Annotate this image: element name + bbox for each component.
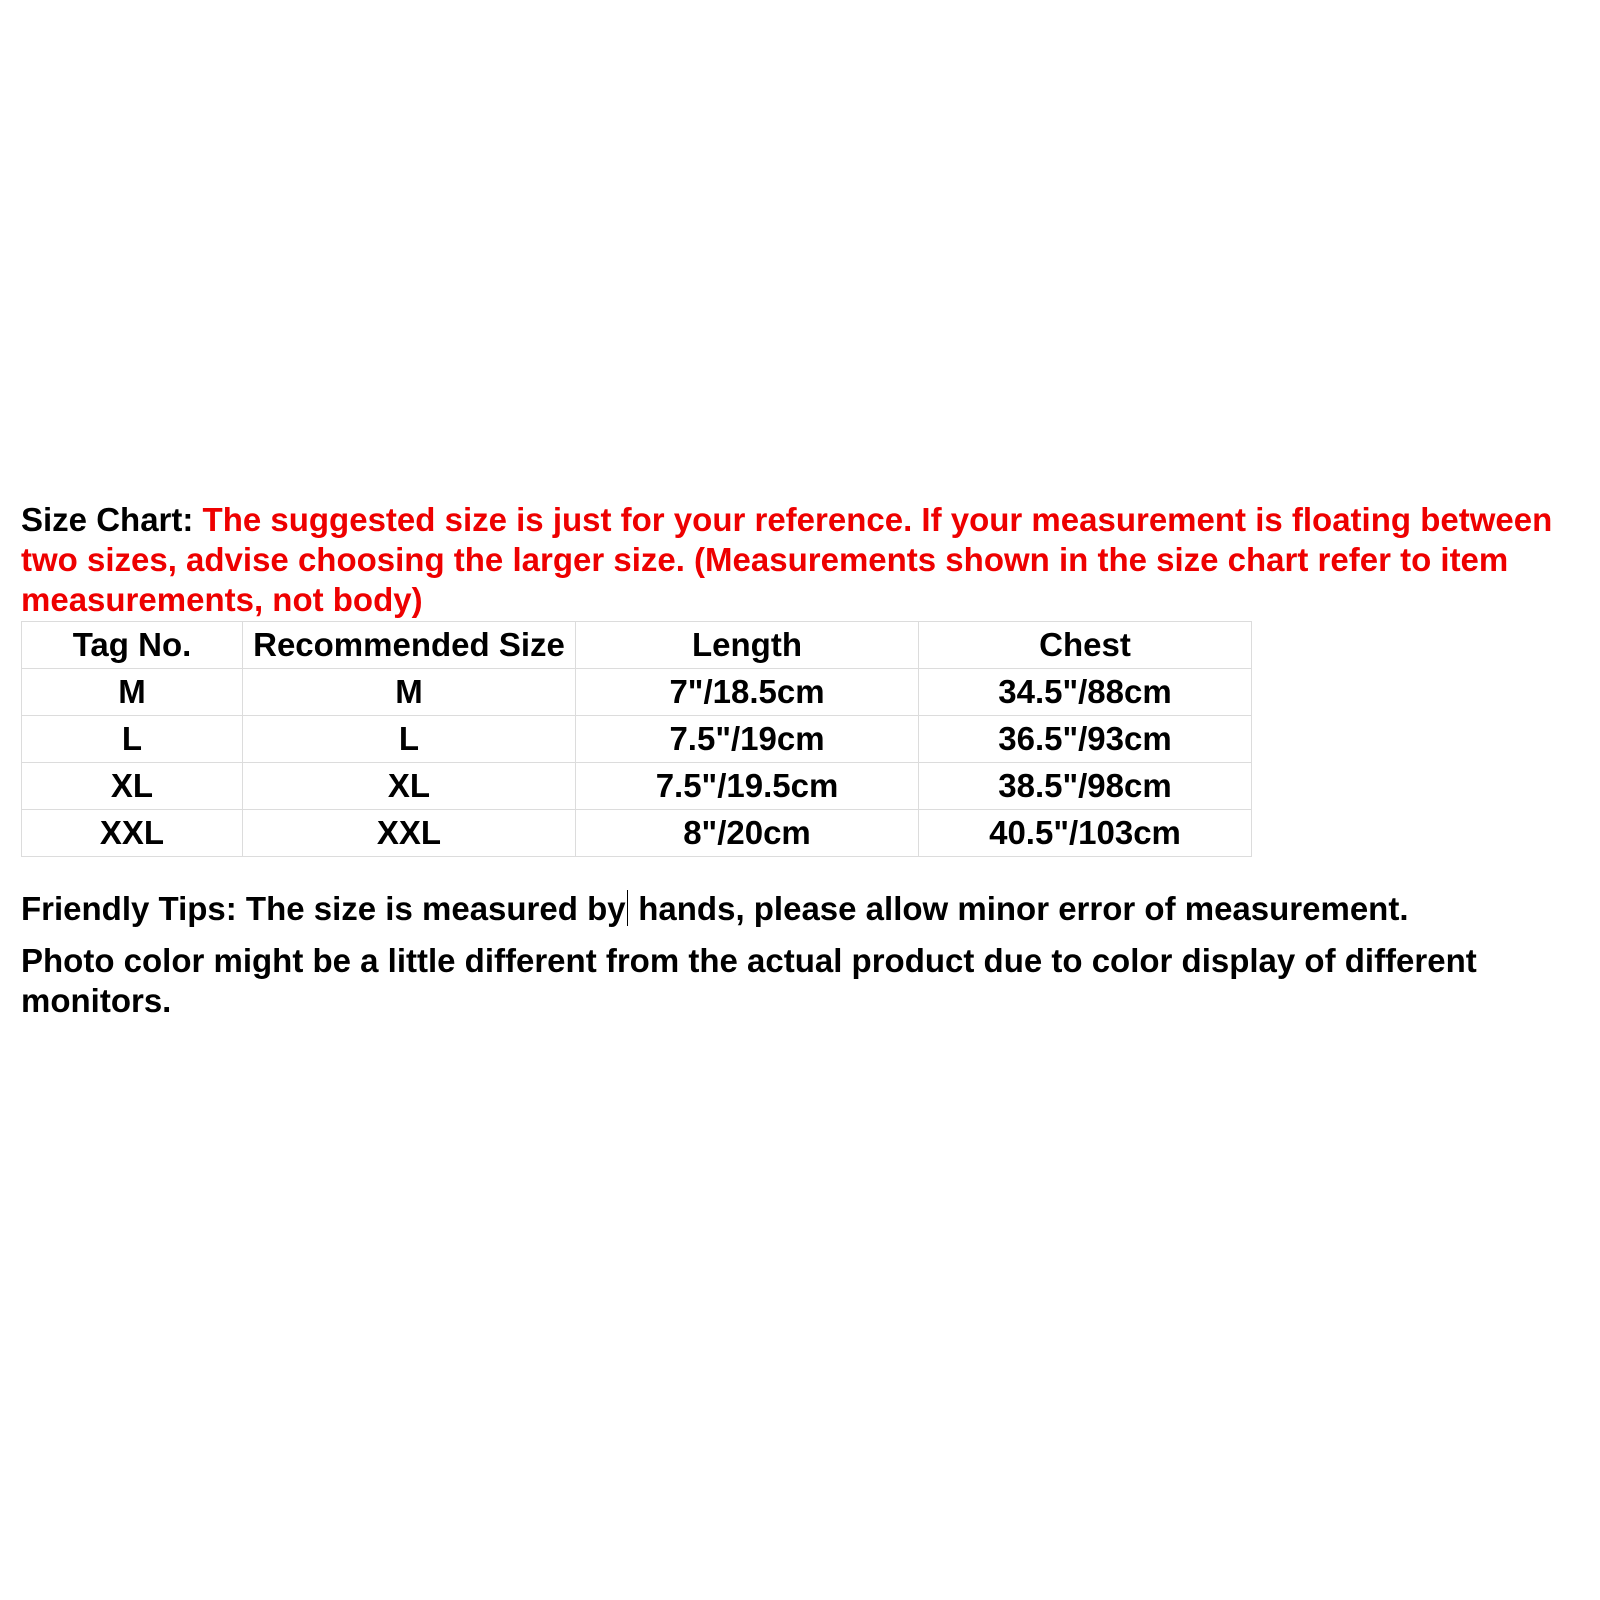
table-row [22,716,1252,763]
table-row [22,669,1252,716]
cell-recommended-size: M [243,669,576,716]
table-row [22,763,1252,810]
cell-chest: 40.5"/103cm [919,810,1252,857]
cell-chest: 34.5"/88cm [919,669,1252,716]
photo-color-note: Photo color might be a little different from the actual product due to color display of different monitors. [21,942,1477,1019]
cell-length: 7.5"/19.5cm [576,763,919,810]
table-header-row [22,622,1252,669]
cell-chest: 36.5"/93cm [919,716,1252,763]
header-length: Length [576,622,919,669]
cell-tag-no: XL [22,763,243,810]
size-chart-warning: The suggested size is just for your reference. If your measurement is floating between two sizes, advise choosing the larger size. (Measurements shown in the size chart refer to item measurements, not body) [21,501,1553,618]
cell-recommended-size: XXL [243,810,576,857]
cell-chest: 38.5"/98cm [919,763,1252,810]
header-recommended-size: Recommended Size [243,622,576,669]
cell-recommended-size: XL [243,763,576,810]
friendly-tips [21,889,1591,929]
friendly-tips-text-start: Friendly Tips: The size is measured by [21,890,626,927]
cell-length: 7.5"/19cm [576,716,919,763]
header-chest: Chest [919,622,1252,669]
friendly-tips-text-end: hands, please allow minor error of measurement. [629,890,1409,927]
cell-length: 8"/20cm [576,810,919,857]
size-chart-intro [21,500,1581,620]
header-tag-no: Tag No. [22,622,243,669]
cell-tag-no: XXL [22,810,243,857]
size-table [21,621,1252,857]
cell-recommended-size: L [243,716,576,763]
cell-tag-no: M [22,669,243,716]
table-row [22,810,1252,857]
cell-length: 7"/18.5cm [576,669,919,716]
cell-tag-no: L [22,716,243,763]
size-chart-label: Size Chart: [21,501,194,538]
text-cursor-icon [627,890,629,926]
